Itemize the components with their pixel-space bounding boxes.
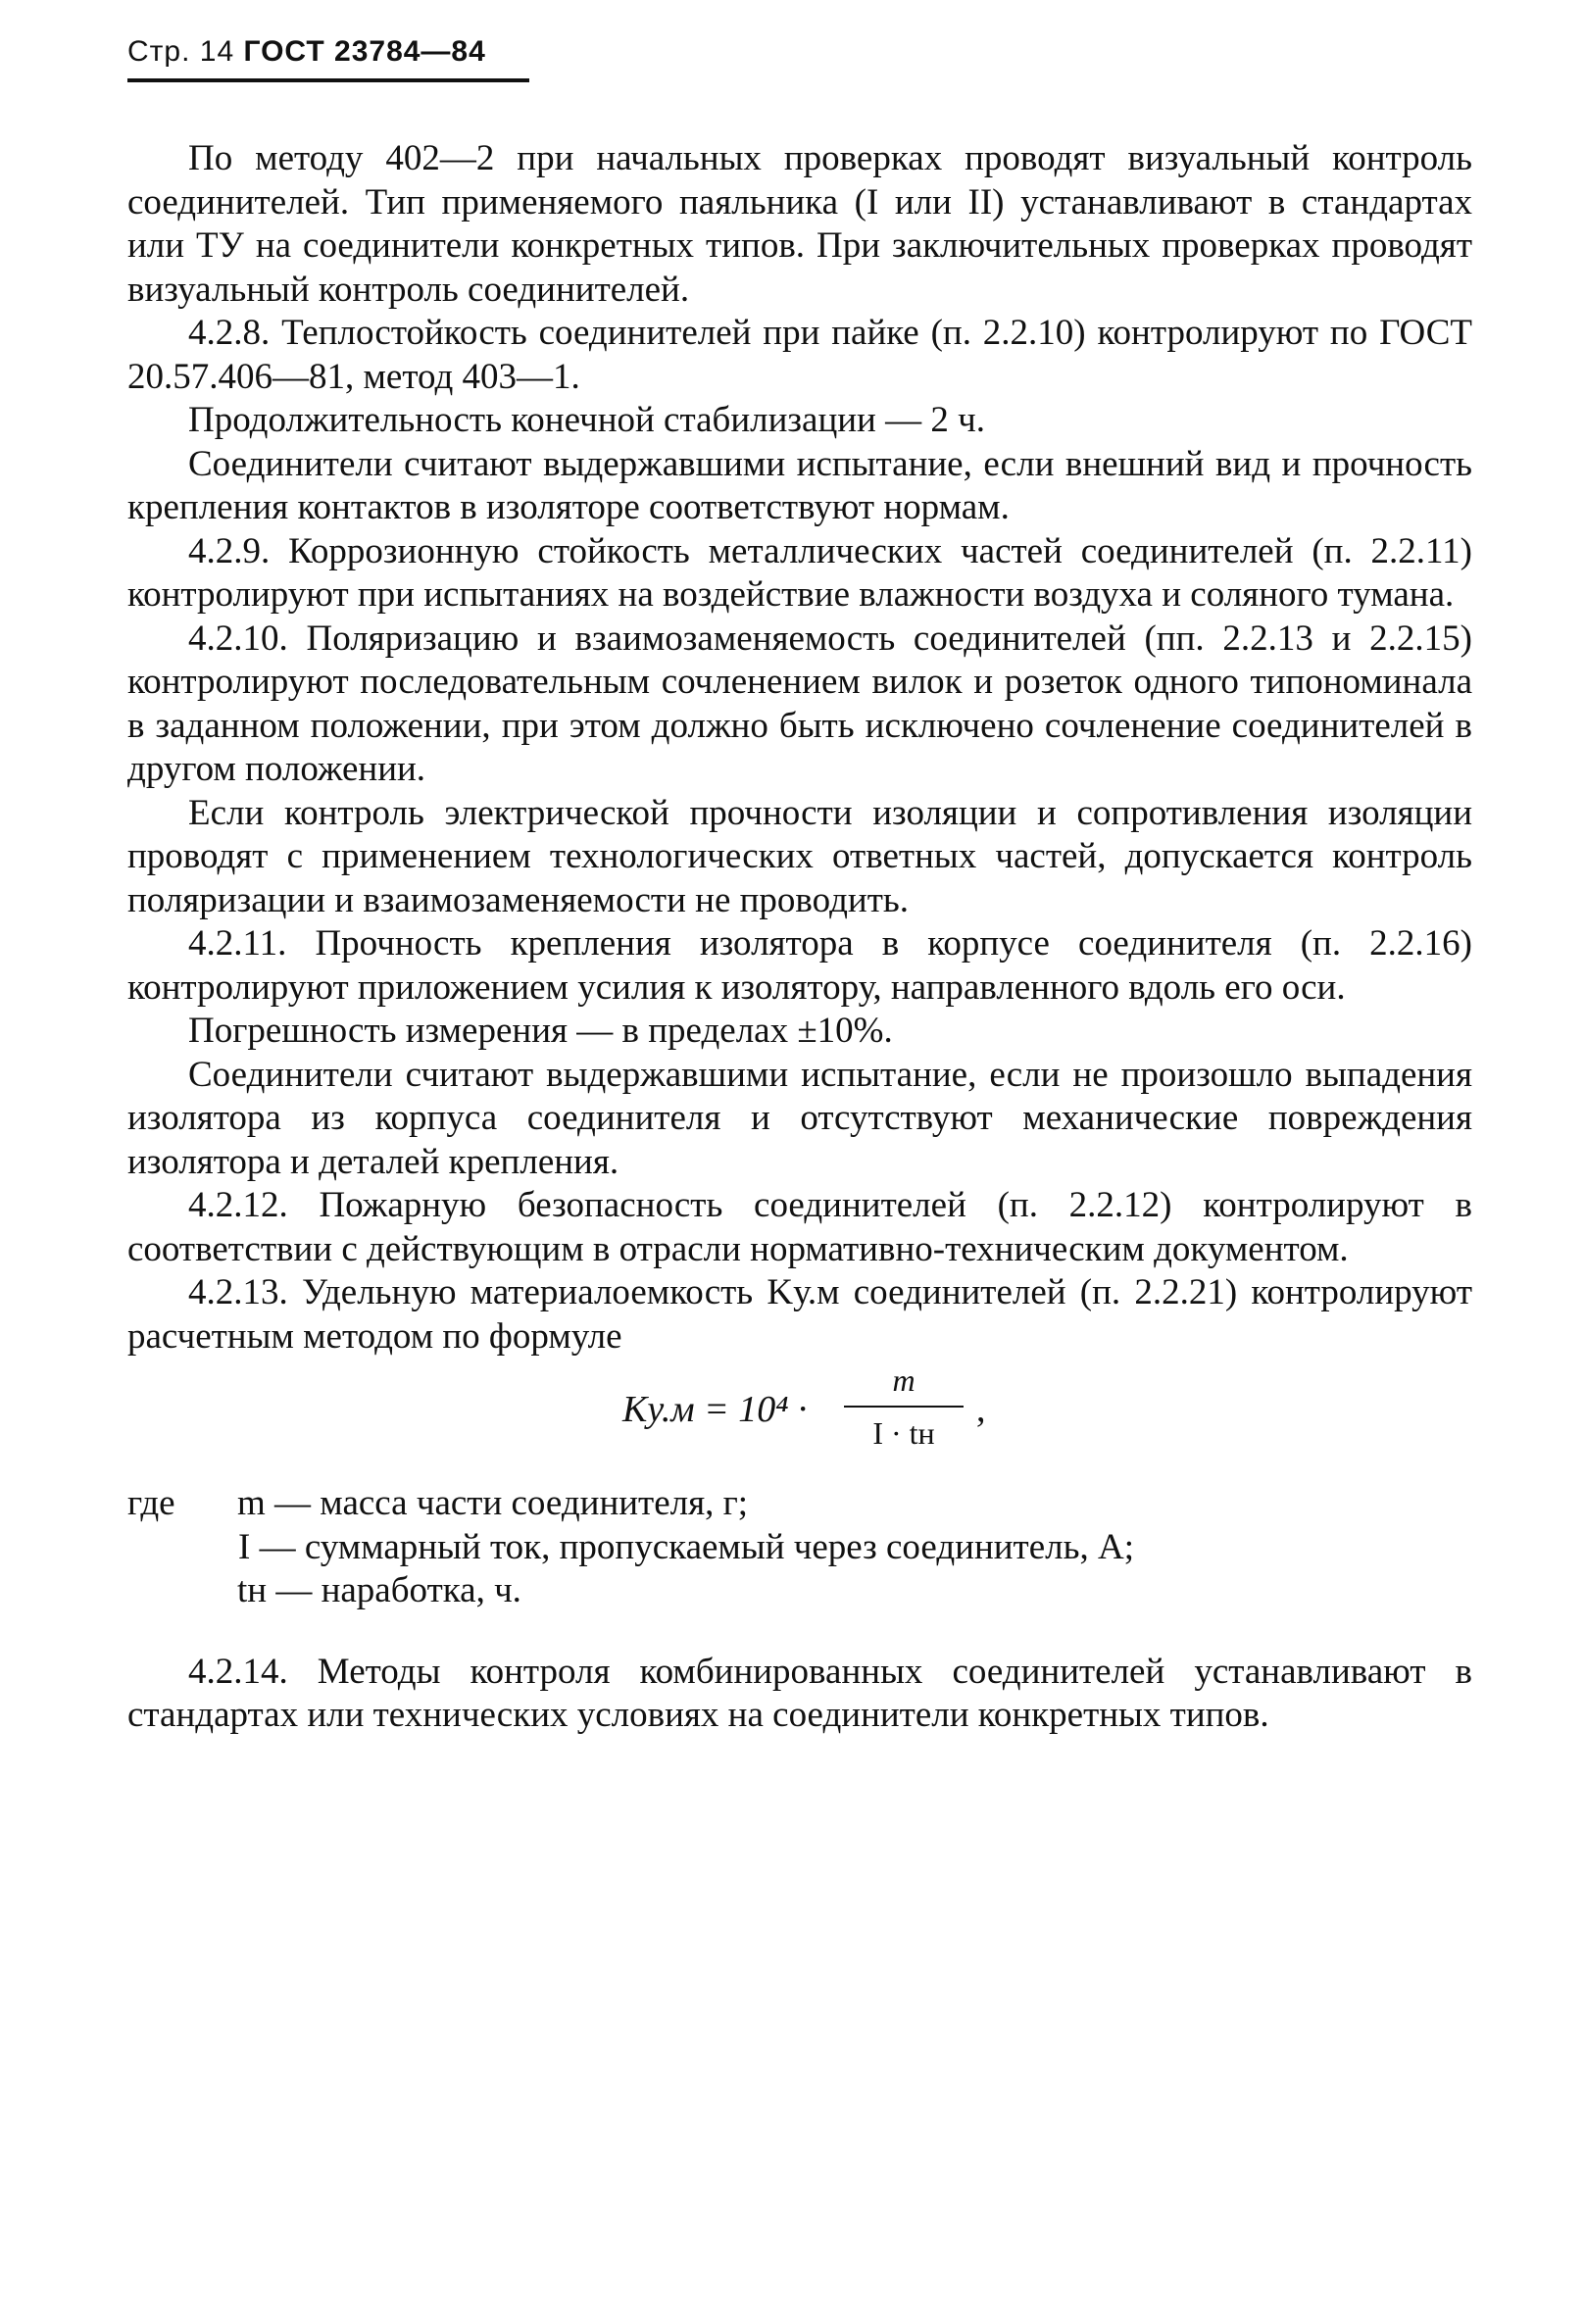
formula-legend xyxy=(127,1482,1472,1613)
formula-numerator: m xyxy=(892,1362,916,1398)
formula xyxy=(127,1359,1472,1474)
standard-number: ГОСТ 23784—84 xyxy=(243,35,486,68)
formula-comma: , xyxy=(976,1389,986,1430)
legend-item-m: m — масса части соединителя, г; xyxy=(237,1483,749,1523)
paragraph: Соединители считают выдержавшими испытание, если внешний вид и прочность крепления контактов в изоляторе соответствуют нормам. xyxy=(127,443,1472,527)
clause-4-2-10: 4.2.10. Поляризацию и взаимозаменяемость соединителей (пп. 2.2.13 и 2.2.15) контролируют последовательным сочленением вилок и розеток одного типономинала в заданном положении, при этом должно быть исключено сочленение соединителей в другом положении. xyxy=(127,618,1472,789)
clause-4-2-9: 4.2.9. Коррозионную стойкость металлических частей соединителей (п. 2.2.11) контролируют при испытаниях на воздействие влажности воздуха и соляного тумана. xyxy=(127,530,1472,615)
formula-lhs: Kу.м = 10⁴ · xyxy=(622,1389,808,1430)
formula-fraction xyxy=(840,1359,967,1455)
clause-4-2-14: 4.2.14. Методы контроля комбинированных соединителей устанавливают в стандартах или технических условиях на соединители конкретных типов. xyxy=(127,1651,1472,1735)
page-header xyxy=(127,35,486,69)
legend-item-i: I — суммарный ток, пропускаемый через соединитель, А; xyxy=(238,1526,1134,1567)
document-body xyxy=(127,137,1472,1738)
legend-item-tn: tн — наработка, ч. xyxy=(237,1570,521,1610)
legend-label: где xyxy=(127,1483,175,1523)
formula-denominator: I · tн xyxy=(872,1415,935,1451)
paragraph: Соединители считают выдержавшими испытание, если не произошло выпадения изолятора из корпуса соединителя и отсутствуют механические повреждения изолятора и деталей крепления. xyxy=(127,1054,1472,1182)
paragraph: Погрешность измерения — в пределах ±10%. xyxy=(188,1011,893,1051)
paragraph: Продолжительность конечной стабилизации — 2 ч. xyxy=(188,400,985,440)
spacer xyxy=(127,1613,1472,1651)
paragraph: Если контроль электрической прочности изоляции и сопротивления изоляции проводят с применением технологических ответных частей, допускается контроль поляризации и взаимозаменяемости не проводить. xyxy=(127,792,1472,920)
clause-4-2-11: 4.2.11. Прочность крепления изолятора в корпусе соединителя (п. 2.2.16) контролируют приложением усилия к изолятору, направленного вдоль его оси. xyxy=(127,923,1472,1008)
paragraph: По методу 402—2 при начальных проверках проводят визуальный контроль соединителей. Тип применяемого паяльника (I или II) устанавливают в стандартах или ТУ на соединители конкретных типов. При заключительных проверках проводят визуальный контроль соединителей. xyxy=(127,138,1472,310)
clause-4-2-8: 4.2.8. Теплостойкость соединителей при пайке (п. 2.2.10) контролируют по ГОСТ 20.57.406—81, метод 403—1. xyxy=(127,313,1472,397)
clause-4-2-13: 4.2.13. Удельную материалоемкость Kу.м соединителей (п. 2.2.21) контролируют расчетным методом по формуле xyxy=(127,1272,1472,1357)
header-rule xyxy=(127,78,529,82)
clause-4-2-12: 4.2.12. Пожарную безопасность соединителей (п. 2.2.12) контролируют в соответствии с действующим в отрасли нормативно-техническим документом. xyxy=(127,1185,1472,1269)
page-number: Стр. 14 xyxy=(127,35,235,68)
fraction-bar xyxy=(844,1406,964,1408)
